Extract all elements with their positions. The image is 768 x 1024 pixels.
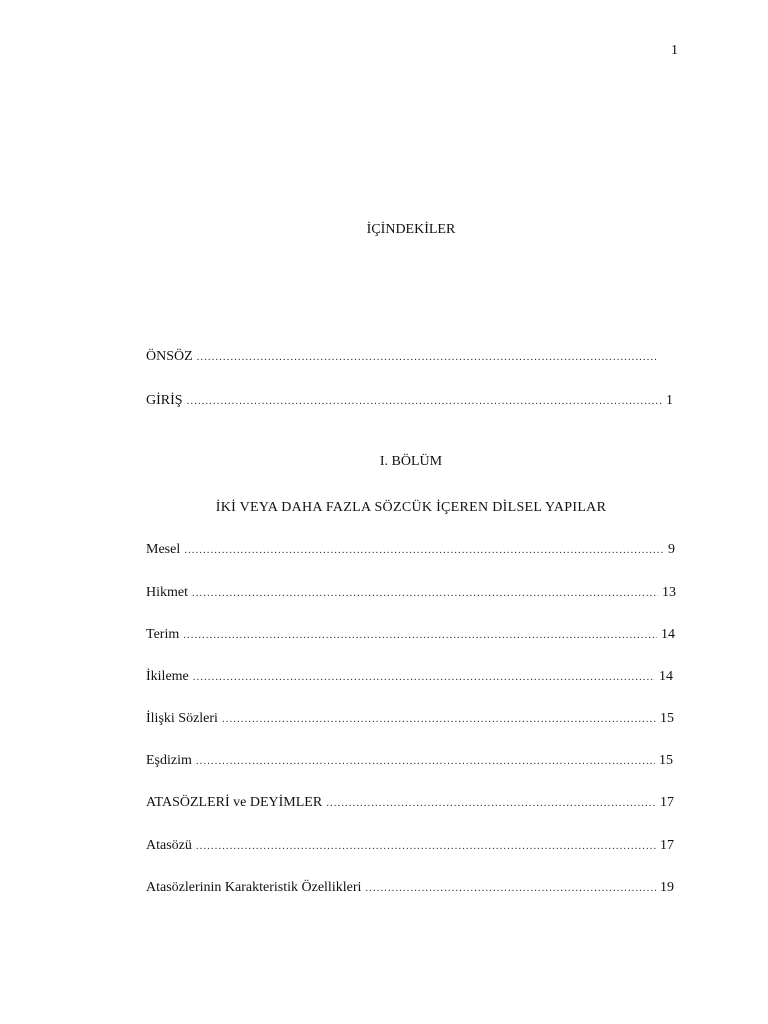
dot-leader xyxy=(187,395,662,407)
dot-leader xyxy=(222,713,656,725)
toc-entry-page: 15 xyxy=(660,711,674,726)
toc-entry-iliski-sozleri xyxy=(146,711,674,729)
toc-entry-label: GİRİŞ xyxy=(146,393,183,408)
toc-entry-esdizim xyxy=(146,753,673,771)
toc-title: İÇİNDEKİLER xyxy=(366,222,456,237)
toc-entry-label: Hikmet xyxy=(146,585,188,600)
toc-entry-page: 14 xyxy=(661,627,675,642)
toc-entry-label: İlişki Sözleri xyxy=(146,711,218,726)
toc-entry-label: Eşdizim xyxy=(146,753,192,768)
page-number: 1 xyxy=(671,43,678,58)
dot-leader xyxy=(184,544,664,556)
toc-entry-atasozleri-ve-deyimler xyxy=(146,795,674,813)
toc-entry-atasozu xyxy=(146,838,674,856)
toc-entry-karakteristik-ozellikler xyxy=(146,880,674,898)
dot-leader xyxy=(326,797,656,809)
toc-entry-page: 14 xyxy=(659,669,673,684)
toc-entry-label: İkileme xyxy=(146,669,189,684)
dot-leader xyxy=(183,629,657,641)
dot-leader xyxy=(197,351,658,363)
dot-leader xyxy=(196,755,655,767)
toc-entry-page: 17 xyxy=(660,795,674,810)
dot-leader xyxy=(193,671,655,683)
dot-leader xyxy=(192,587,658,599)
toc-entry-label: Atasözü xyxy=(146,838,192,853)
toc-entry-mesel xyxy=(146,542,675,560)
toc-entry-page: 9 xyxy=(668,542,675,557)
toc-entry-terim xyxy=(146,627,675,645)
toc-entry-label: Terim xyxy=(146,627,180,642)
toc-entry-page: 1 xyxy=(666,393,673,408)
toc-entry-page: 19 xyxy=(660,880,674,895)
toc-entry-onsoz xyxy=(146,349,662,367)
dot-leader xyxy=(196,840,656,852)
toc-entry-page: 17 xyxy=(660,838,674,853)
toc-entry-hikmet xyxy=(146,585,676,603)
chapter-label: I. BÖLÜM xyxy=(379,454,443,469)
toc-entry-ikileme xyxy=(146,669,673,687)
toc-entry-label: Mesel xyxy=(146,542,181,557)
toc-entry-giris xyxy=(146,393,673,411)
toc-entry-page: 15 xyxy=(659,753,673,768)
toc-entry-label: ATASÖZLERİ ve DEYİMLER xyxy=(146,795,323,810)
dot-leader xyxy=(365,882,656,894)
toc-entry-label: Atasözlerinin Karakteristik Özellikleri xyxy=(146,880,362,895)
toc-entry-label: ÖNSÖZ xyxy=(146,349,193,364)
toc-entry-page: 13 xyxy=(662,585,676,600)
chapter-title: İKİ VEYA DAHA FAZLA SÖZCÜK İÇEREN DİLSEL YAPILAR xyxy=(215,500,607,515)
